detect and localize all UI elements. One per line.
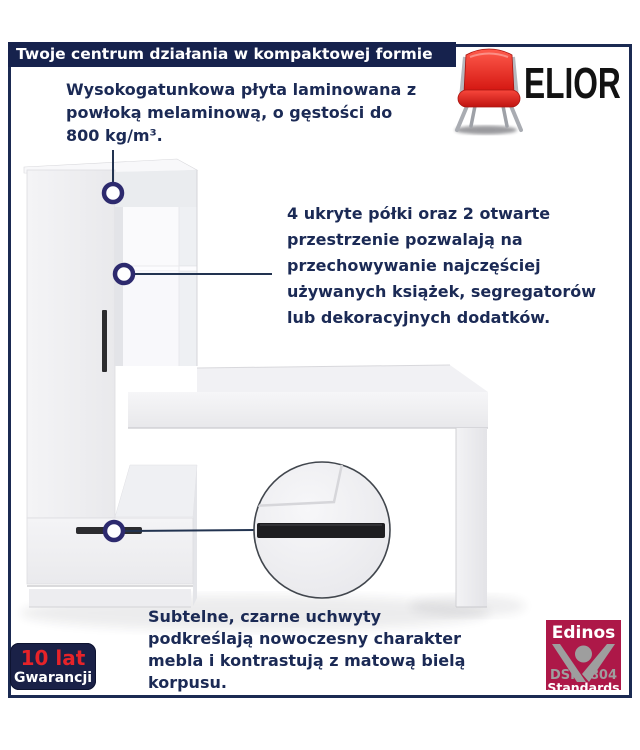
callout-text-handles: Subtelne, czarne uchwyty podkreślają nowoczesny charakter mebla i kontrastują z matową bielą korpusu.: [148, 607, 466, 692]
open-shelf-upper: [115, 207, 179, 266]
door-handle: [102, 310, 107, 372]
warranty-label: Gwarancji: [13, 670, 93, 686]
desk-top-edge: [128, 392, 488, 428]
standards-badge: [546, 620, 621, 695]
plinth: [29, 589, 191, 607]
standards-804: 804: [589, 668, 617, 683]
wardrobe-door: [27, 170, 115, 518]
desk: [128, 365, 488, 428]
desk-leg: [456, 428, 487, 607]
callout-text-material: Wysokogatunkowa płyta laminowana z powłoką melaminową, o gęstości do 800 kg/m³.: [66, 80, 417, 145]
standards-brand: Edinos: [551, 623, 616, 643]
callout-line-handles: [122, 530, 260, 531]
warranty-badge: [10, 643, 96, 690]
callout-marker-storage: [115, 265, 133, 283]
standards-label: Standards: [547, 680, 620, 695]
banner-title: Twoje centrum działania w kompaktowej formie: [8, 42, 456, 67]
callout-text-storage: 4 ukryte półki oraz 2 otwarte przestrzenie pozwalają na przechowywanie najczęściej używanych książek, segregatorów lub dekoracyjnych dodatków.: [287, 204, 596, 327]
red-chair-icon: [452, 44, 526, 136]
zoom-inset-circle: [253, 462, 390, 598]
callout-marker-handles: [105, 522, 123, 540]
open-shelf-lower: [115, 271, 179, 366]
standards-dsi: DSI: [550, 668, 575, 683]
callout-marker-material: [104, 184, 122, 202]
wardrobe: [24, 159, 197, 518]
brand-wordmark: ELIOR: [524, 59, 621, 108]
warranty-years: 10 lat: [20, 646, 86, 670]
